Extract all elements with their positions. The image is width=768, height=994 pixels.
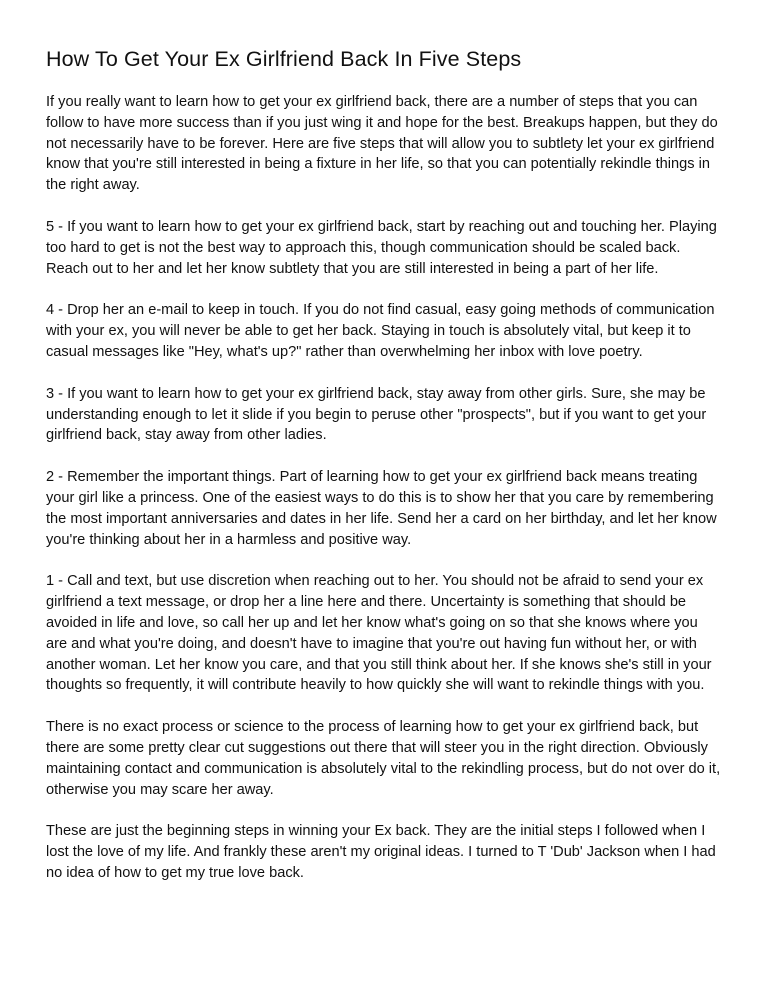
paragraph-intro: If you really want to learn how to get your ex girlfriend back, there are a number of steps that you can follow to have more success than if you just wing it and hope for the best. Breakups happen, but they do not necessarily have to be forever. Here are five steps that will allow you to subtlety let your ex girlfriend know that you're still interested in being a fixture in her life, so that you can potentially rekindle things in the right away. [46,94,718,194]
paragraph-step-3: 3 - If you want to learn how to get your ex girlfriend back, stay away from other girls. Sure, she may be understanding enough to let it slide if you begin to peruse other "prospects", but if you want to get your girlfriend back, stay away from other ladies. [46,385,707,444]
page-title: How To Get Your Ex Girlfriend Back In Five Steps [46,47,522,71]
paragraph-step-2: 2 - Remember the important things. Part of learning how to get your ex girlfriend back means treating your girl like a princess. One of the easiest ways to do this is to show her that you care by remembering the most important anniversaries and dates in her life. Send her a card on her birthday, and let her know you're thinking about her in a harmless and positive way. [46,469,717,548]
paragraph-step-4: 4 - Drop her an e-mail to keep in touch. If you do not find casual, easy going methods of communication with your ex, you will never be able to get her back. Staying in touch is absolutely vital, but keep it to casual messages like "Hey, what's up?" rather than overwhelming her inbox with love poetry. [46,302,715,360]
paragraph-summary: There is no exact process or science to the process of learning how to get your ex girlfriend back, but there are some pretty clear cut suggestions out there that will steer you in the right direction. Obviously maintaining contact and communication is absolutely vital to the rekindling process, but do not over do it, otherwise you may scare her away. [46,719,721,798]
paragraph-step-5: 5 - If you want to learn how to get your ex girlfriend back, start by reaching out and touching her. Playing too hard to get is not the best way to approach this, though communication should be scaled back. Reach out to her and let her know subtlety that you are still interested in being a part of her life. [46,218,717,277]
paragraph-closing: These are just the beginning steps in winning your Ex back. They are the initial steps I followed when I lost the love of my life. And frankly these aren't my original ideas. I turned to T 'Dub' Jackson when I had no idea of how to get my true love back. [46,823,716,881]
paragraph-step-1: 1 - Call and text, but use discretion when reaching out to her. You should not be afraid to send your ex girlfriend a text message, or drop her a line here and there. Uncertainty is something that should be avoided in life and love, so call her up and let her know what's going on so that she knows where you are and what you're doing, and doesn't have to imagine that you're out having fun without her, or with another woman. Let her know you care, and that you still think about her. If she knows she's still in your thoughts so frequently, it will contribute heavily to how quickly she will want to rekindle things with you. [46,573,712,694]
